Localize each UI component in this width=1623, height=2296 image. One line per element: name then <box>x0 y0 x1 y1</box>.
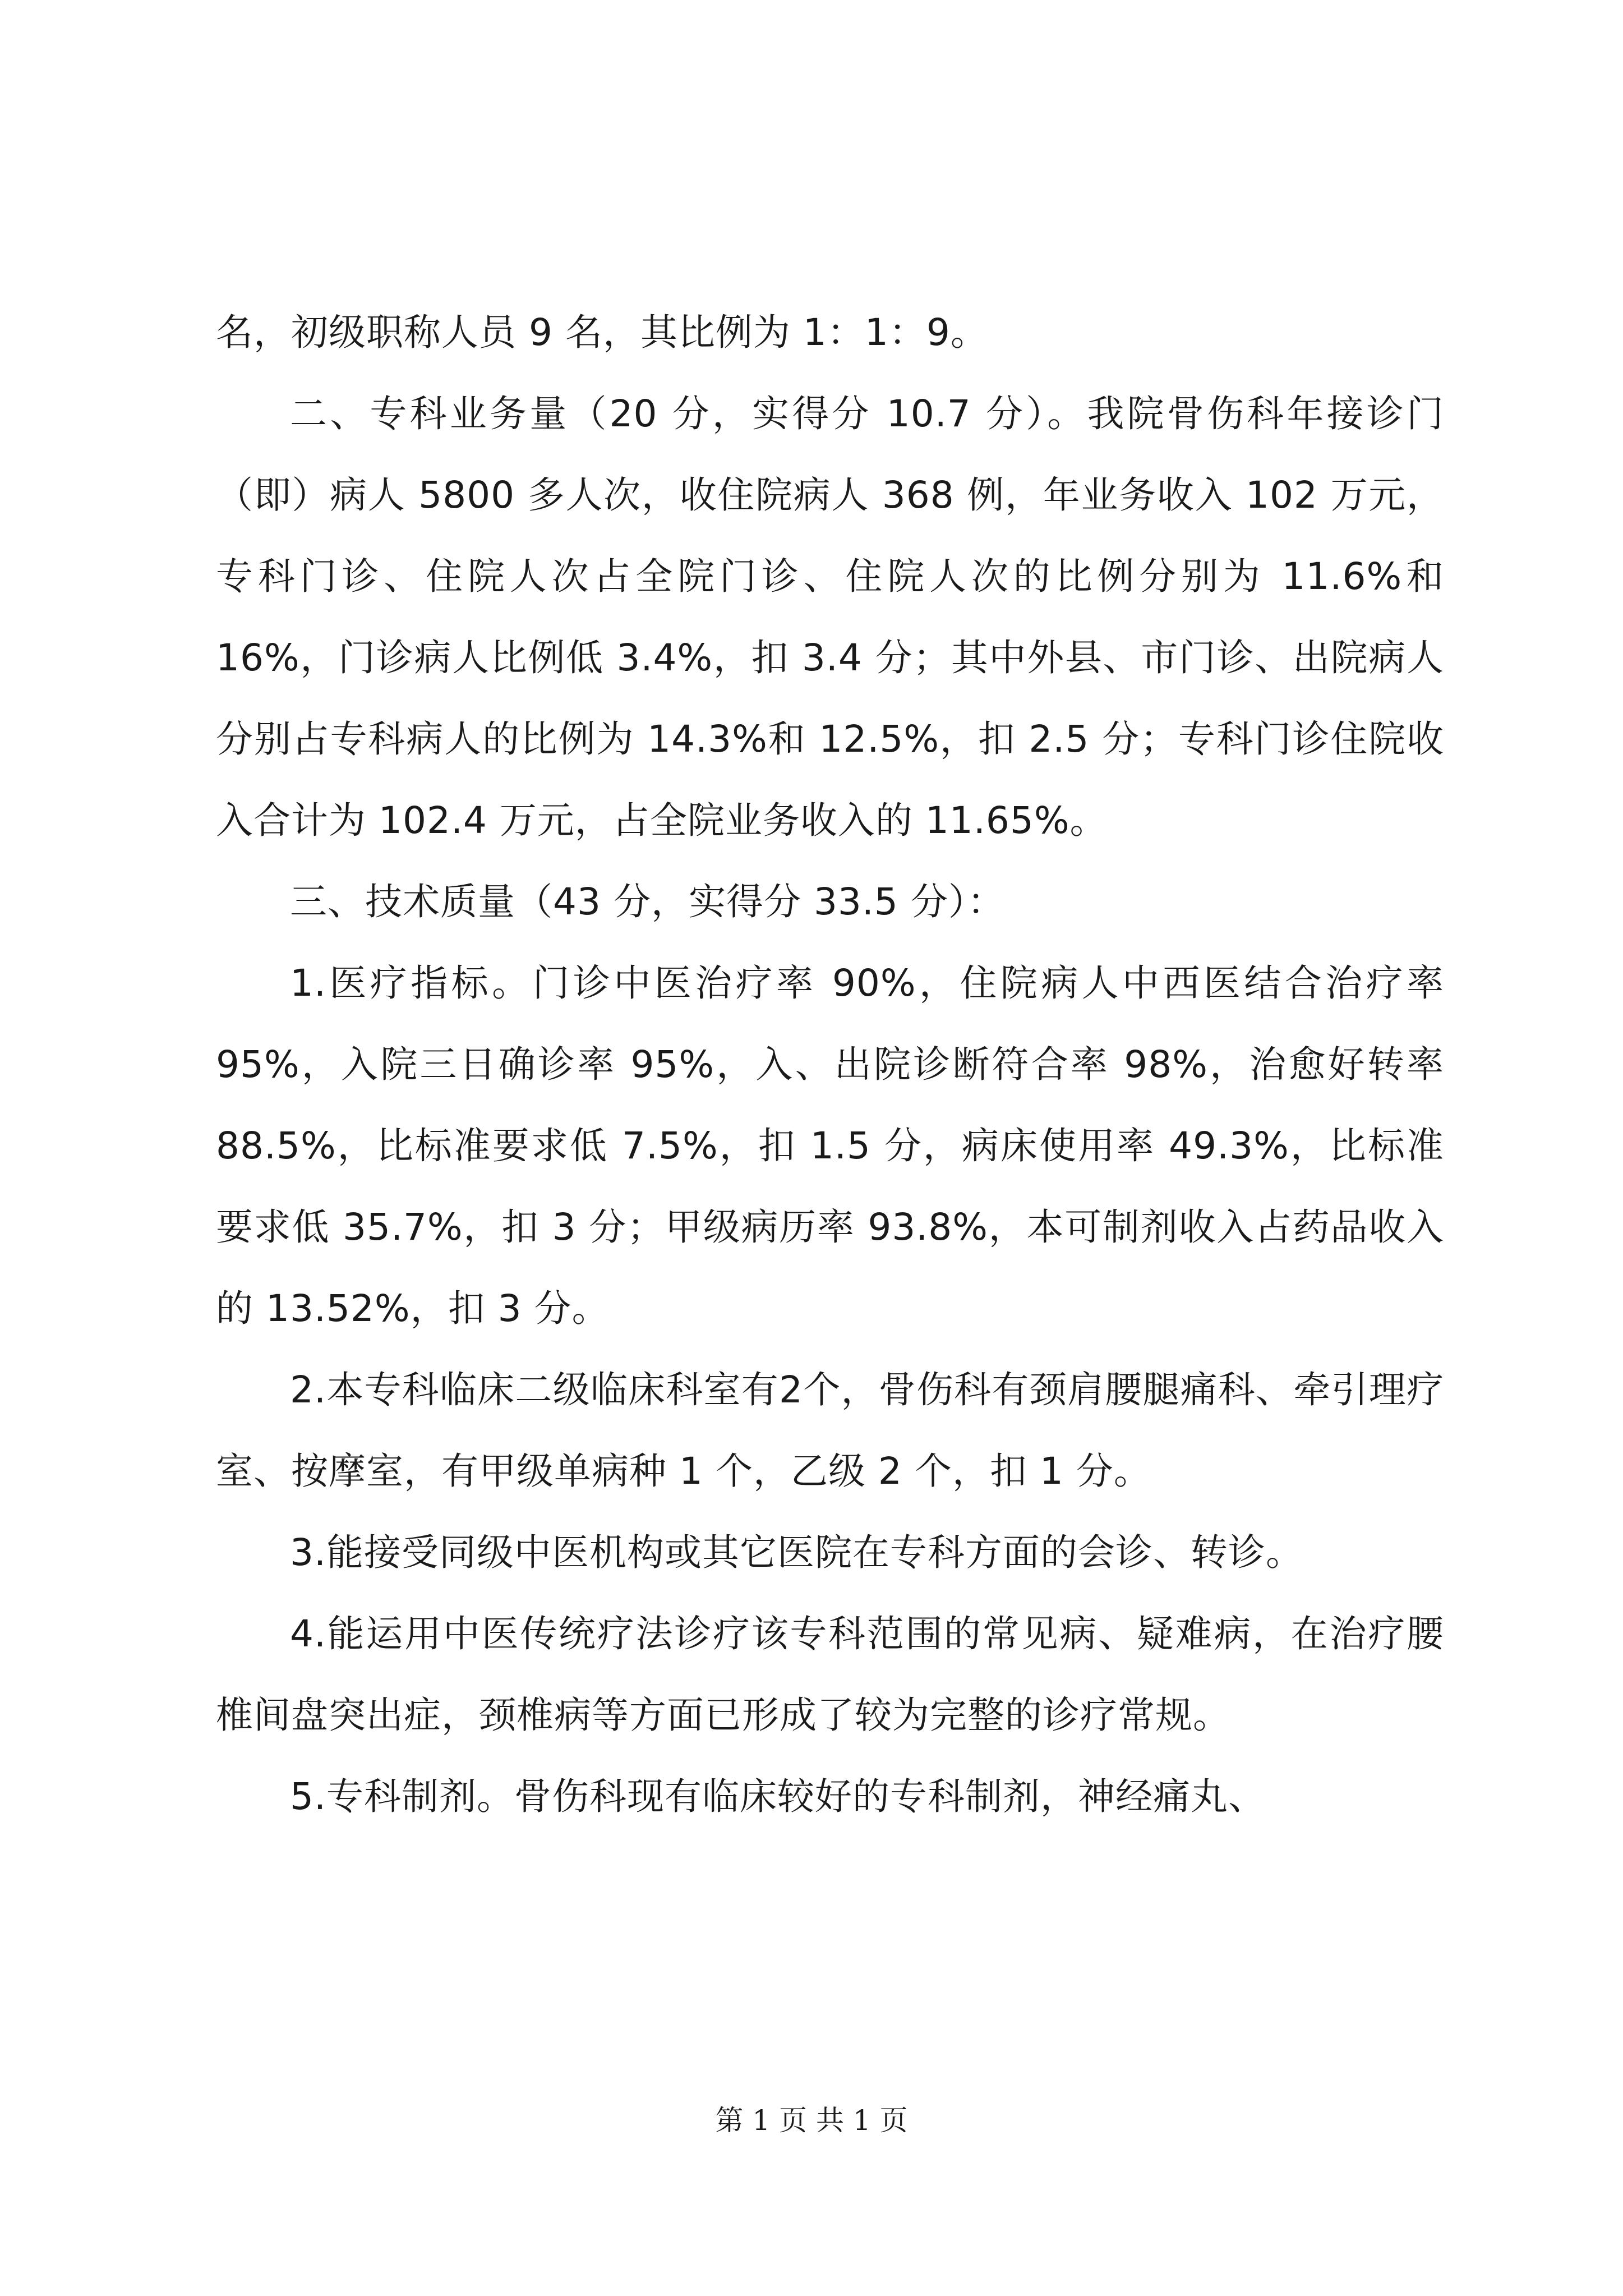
paragraph-item-3: 3.能接受同级中医机构或其它医院在专科方面的会诊、转诊。 <box>290 1531 1303 1574</box>
document-body <box>216 292 1444 1837</box>
paragraph-section-3-heading: 三、技术质量（43 分，实得分 33.5 分）： <box>290 880 1005 923</box>
paragraph-item-1: 1.医疗指标。门诊中医治疗率 90%，住院病人中西医结合治疗率 95%，入院三日确诊率 95%，入、出院诊断符合率 98%，治愈好转率 88.5%，比标准要求低 7.5%，扣 1.5 分，病床使用率 49.3%，比标准要求低 35.7%，扣 3 分；甲级病历率 93.8%，本可制剂收入占药品收入的 13.52%，扣 3 分。 <box>216 961 1444 1330</box>
paragraph-section-2: 二、专科业务量（20 分，实得分 10.7 分）。我院骨伤科年接诊门（即）病人 5800 多人次，收住院病人 368 例，年业务收入 102 万元，专科门诊、住院人次占全院门诊、住院人次的比例分别为 11.6%和 16%，门诊病人比例低 3.4%，扣 3.4 分；其中外县、市门诊、出院病人分别占专科病人的比例为 14.3%和 12.5%，扣 2.5 分；专科门诊住院收入合计为 102.4 万元，占全院业务收入的 11.65%。 <box>216 392 1444 842</box>
paragraph-item-5: 5.专科制剂。骨伤科现有临床较好的专科制剂，神经痛丸、 <box>290 1775 1266 1818</box>
page-footer: 第 1 页 共 1 页 <box>715 2104 908 2137</box>
paragraph-continuation: 名，初级职称人员 9 名，其比例为 1：1：9。 <box>216 311 988 354</box>
paragraph-item-4: 4.能运用中医传统疗法诊疗该专科范围的常见病、疑难病，在治疗腰椎间盘突出症，颈椎病等方面已形成了较为完整的诊疗常规。 <box>216 1612 1444 1737</box>
paragraph-item-2: 2.本专科临床二级临床科室有2个，骨伤科有颈肩腰腿痛科、牵引理疗室、按摩室，有甲级单病种 1 个，乙级 2 个，扣 1 分。 <box>216 1368 1444 1493</box>
